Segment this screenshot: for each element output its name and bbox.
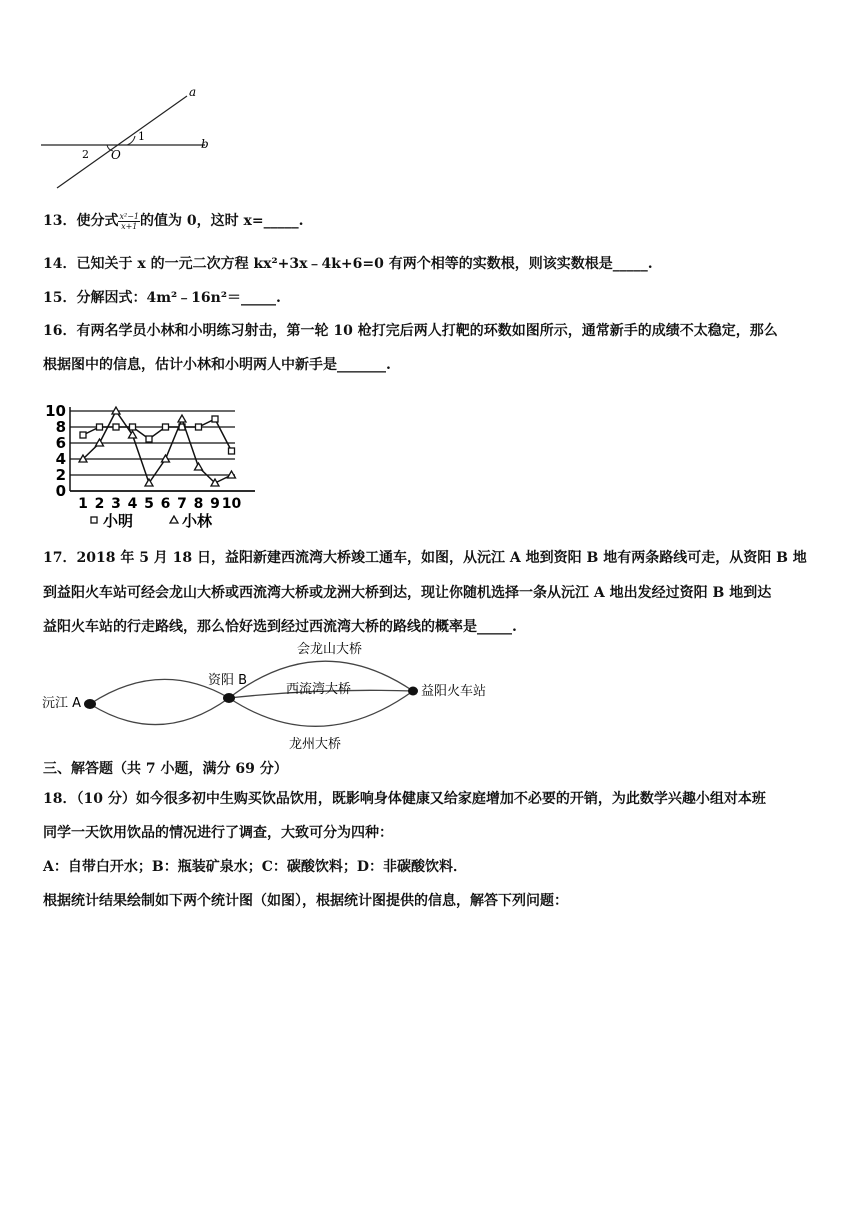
point-xiaoming — [130, 424, 136, 430]
legend-xiaolin-label: 小林 — [182, 512, 213, 530]
y-tick-label: 8 — [55, 418, 66, 436]
question-14: 14．已知关于 x 的一元二次方程 kx²+3x﹣4k+6=0 有两个相等的实数根，则该实数根是_____. — [43, 256, 653, 272]
point-xiaolin — [195, 463, 203, 470]
label-station: 益阳火车站 — [421, 684, 487, 699]
question-16-line1: 16．有两名学员小林和小明练习射击，第一轮 10 枪打完后两人打靶的环数如图所示，通常新手的成绩不太稳定，那么 — [43, 323, 778, 339]
y-tick-label: 0 — [55, 482, 66, 500]
y-tick-label: 10 — [45, 402, 66, 420]
point-b — [223, 693, 235, 703]
legend-xiaoming-marker — [91, 517, 97, 523]
x-tick-label: 7 — [177, 496, 187, 512]
question-17-line1: 17．2018 年 5 月 18 日，益阳新建西流湾大桥竣工通车，如图，从沅江 A 地到资阳 B 地有两条路线可走，从资阳 B 地 — [43, 550, 807, 566]
point-xiaoming — [113, 424, 119, 430]
label-a: a — [189, 85, 197, 99]
q13-denominator: x+1 — [121, 221, 138, 231]
question-15: 15．分解因式：4m²﹣16n²＝_____. — [43, 290, 281, 306]
question-18-line2: 同学一天饮用饮品的情况进行了调查，大致可分为四种： — [43, 825, 393, 841]
x-tick-label: 3 — [111, 496, 121, 512]
label-yuanjiang: 沅江 A — [42, 696, 82, 711]
x-tick-label: 8 — [193, 496, 204, 512]
question-16-line2: 根据图中的信息，估计小林和小明两人中新手是_______. — [43, 357, 391, 373]
point-xiaoming — [97, 424, 103, 430]
q13-numerator: x²−1 — [119, 211, 139, 221]
label-b: b — [201, 137, 209, 151]
point-station — [408, 687, 418, 696]
question-17-line2: 到益阳火车站可经会龙山大桥或西流湾大桥或龙洲大桥到达，现让你随机选择一条从沅江 A 地出发经过资阳 B 地到达 — [43, 585, 772, 601]
x-tick-label: 1 — [78, 496, 88, 512]
y-tick-label: 4 — [55, 450, 66, 468]
y-tick-label: 2 — [55, 466, 66, 484]
point-a — [84, 699, 96, 709]
routes-figure — [40, 638, 500, 753]
label-huilongshan: 会龙山大桥 — [297, 642, 363, 657]
angle-figure — [35, 84, 215, 194]
legend-xiaoming-label: 小明 — [103, 512, 134, 530]
point-xiaoming — [146, 436, 152, 442]
point-xiaoming — [196, 424, 202, 430]
q13-prefix: 13．使分式 — [43, 213, 119, 229]
label-1: 1 — [138, 130, 145, 143]
point-xiaoming — [212, 416, 218, 422]
point-xiaoming — [229, 448, 235, 454]
question-18-line3: A：自带白开水；B：瓶装矿泉水；C：碳酸饮料；D：非碳酸饮料． — [43, 859, 467, 875]
x-tick-label: 2 — [94, 496, 105, 512]
section-3-title: 三、解答题（共 7 小题，满分 69 分） — [43, 761, 288, 777]
y-tick-label: 6 — [55, 434, 66, 452]
shooting-chart — [40, 395, 270, 535]
legend-xiaolin-marker — [170, 516, 178, 523]
question-17-line3: 益阳火车站的行走路线，那么恰好选到经过西流湾大桥的路线的概率是_____. — [43, 619, 517, 635]
x-tick-label: 6 — [160, 496, 171, 512]
question-18-line1: 18．（10 分）如今很多初中生购买饮品饮用，既影响身体健康又给家庭增加不必要的开销，为此数学兴趣小组对本班 — [43, 791, 766, 807]
point-xiaoming — [80, 432, 86, 438]
question-18-line4: 根据统计结果绘制如下两个统计图（如图），根据统计图提供的信息，解答下列问题： — [43, 893, 568, 909]
label-2: 2 — [82, 148, 89, 161]
question-13 — [43, 210, 303, 231]
x-tick-label: 10 — [221, 496, 242, 512]
label-xiliuwan: 西流湾大桥 — [286, 682, 352, 697]
x-tick-label: 5 — [144, 496, 154, 512]
x-tick-label: 4 — [127, 496, 138, 512]
series-line-xiaoming — [83, 419, 232, 451]
q13-suffix: 的值为 0，这时 x=_____. — [140, 213, 304, 229]
label-o: O — [111, 148, 121, 162]
point-xiaoming — [163, 424, 169, 430]
x-tick-label: 9 — [210, 496, 220, 512]
point-xiaolin — [178, 415, 186, 422]
q13-fraction — [118, 212, 140, 231]
label-ziyang: 资阳 B — [208, 673, 248, 688]
label-longzhou: 龙州大桥 — [289, 737, 342, 752]
